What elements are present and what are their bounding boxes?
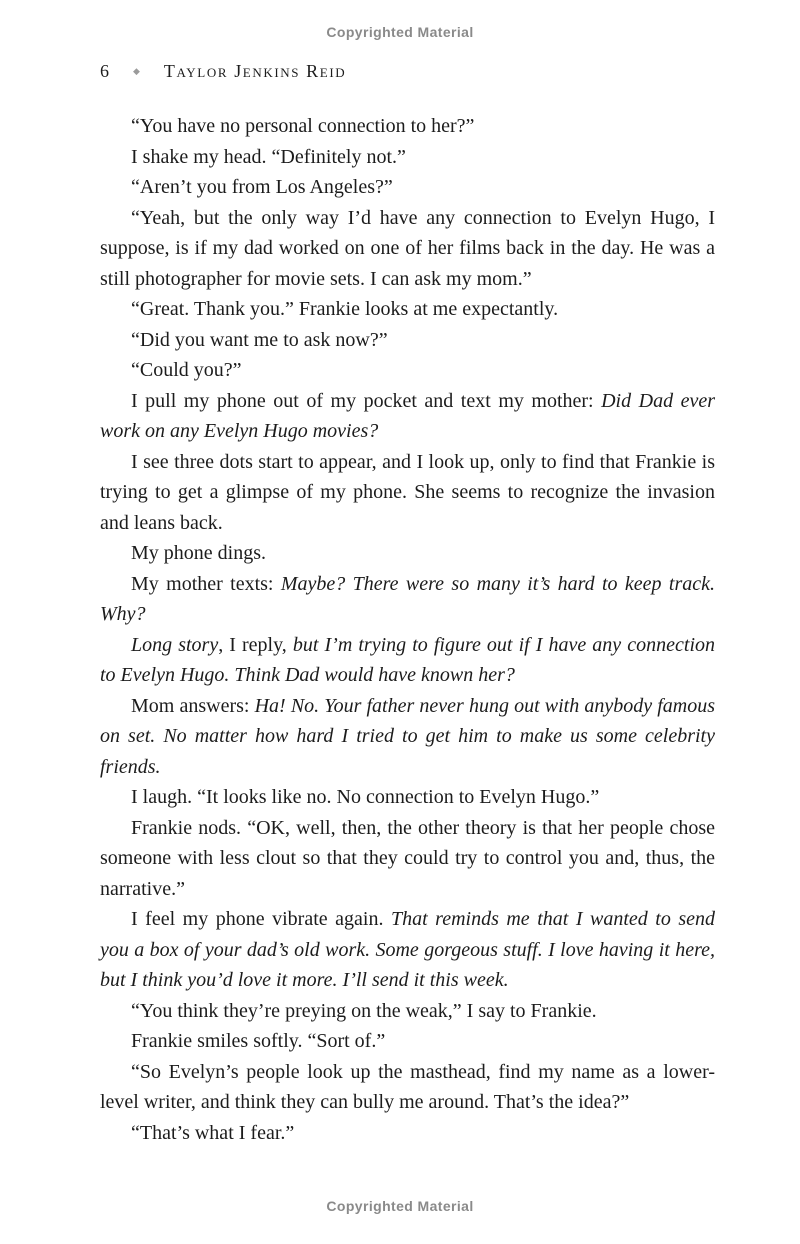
italic-text-run: Long story xyxy=(131,633,219,656)
text-run: I pull my phone out of my pocket and text my mother: xyxy=(131,389,602,412)
paragraph xyxy=(100,813,715,905)
text-run: “You think they’re preying on the weak,” I say to Frankie. xyxy=(131,999,597,1022)
text-run: I see three dots start to appear, and I look up, only to find that Frankie is trying to get a glimpse of my phone. She seems to recognize the invasion and leans back. xyxy=(100,450,715,534)
italic-text-run: Ha! No. Your father never hung out with anybody famous on set. No matter how hard I tried to get him to make us some celebrity friends. xyxy=(100,694,716,778)
text-run: “Great. Thank you.” Frankie looks at me expectantly. xyxy=(131,298,559,320)
text-run: Frankie smiles softly. “Sort of.” xyxy=(131,1030,386,1052)
text-run: “Could you?” xyxy=(131,359,242,381)
page-text xyxy=(100,111,715,1148)
paragraph xyxy=(100,172,715,203)
paragraph xyxy=(100,111,715,142)
paragraph xyxy=(100,1057,715,1118)
running-header-author: Taylor Jenkins Reid xyxy=(163,61,347,81)
text-run: “You have no personal connection to her?” xyxy=(131,115,475,137)
italic-text-run: That reminds me that I wanted to send you a box of your dad’s old work. Some gorgeous stuff. I love having it here, but I think you’d love it more. I’ll send it this week. xyxy=(100,908,716,991)
paragraph xyxy=(100,538,715,569)
paragraph xyxy=(100,1026,715,1057)
paragraph xyxy=(100,447,715,539)
text-run: I shake my head. “Definitely not.” xyxy=(131,145,406,168)
text-run: “Yeah, but the only way I’d have any connection to Evelyn Hugo, I suppose, is if my dad worked on one of her films back in the day. He was a still photographer for movie sets. I can ask my mom.” xyxy=(100,206,715,290)
italic-text-run: Maybe? There were so many it’s hard to keep track. Why? xyxy=(100,572,715,625)
paragraph xyxy=(100,294,715,325)
paragraph xyxy=(100,1118,715,1149)
paragraph xyxy=(100,142,715,173)
paragraph xyxy=(100,569,715,630)
text-run: I feel my phone vibrate again. xyxy=(131,908,391,930)
text-run: “Did you want me to ask now?” xyxy=(131,328,388,351)
text-run: , I reply, xyxy=(218,633,293,656)
text-run: Frankie nods. “OK, well, then, the other theory is that her people chose someone with less clout so that they could try to control you and, thus, the narrative.” xyxy=(100,816,715,900)
paragraph xyxy=(100,355,715,386)
paragraph xyxy=(100,782,715,813)
text-run: “Aren’t you from Los Angeles?” xyxy=(131,176,393,198)
text-run: My phone dings. xyxy=(131,542,266,564)
text-run: “So Evelyn’s people look up the masthead, find my name as a lower-level writer, and think they can bully me around. That’s the idea?” xyxy=(100,1060,715,1113)
running-header xyxy=(100,61,346,82)
paragraph xyxy=(100,630,715,691)
paragraph xyxy=(100,386,715,447)
copyright-watermark-bottom: Copyrighted Material xyxy=(326,1198,474,1214)
paragraph xyxy=(100,996,715,1027)
paragraph xyxy=(100,203,715,295)
text-run: Mom answers: xyxy=(131,694,255,717)
paragraph xyxy=(100,904,715,996)
paragraph xyxy=(100,691,715,783)
text-run: I laugh. “It looks like no. No connection to Evelyn Hugo.” xyxy=(131,786,600,808)
copyright-watermark-top: Copyrighted Material xyxy=(326,24,474,40)
italic-text-run: but I’m trying to figure out if I have any connection to Evelyn Hugo. Think Dad would have known her? xyxy=(100,633,716,686)
diamond-separator-icon: ◆ xyxy=(133,66,140,76)
italic-text-run: Did Dad ever work on any Evelyn Hugo movies? xyxy=(100,389,715,442)
page-number: 6 xyxy=(100,61,109,81)
paragraph xyxy=(100,325,715,356)
text-run: My mother texts: xyxy=(131,572,281,595)
text-run: “That’s what I fear.” xyxy=(131,1121,295,1144)
